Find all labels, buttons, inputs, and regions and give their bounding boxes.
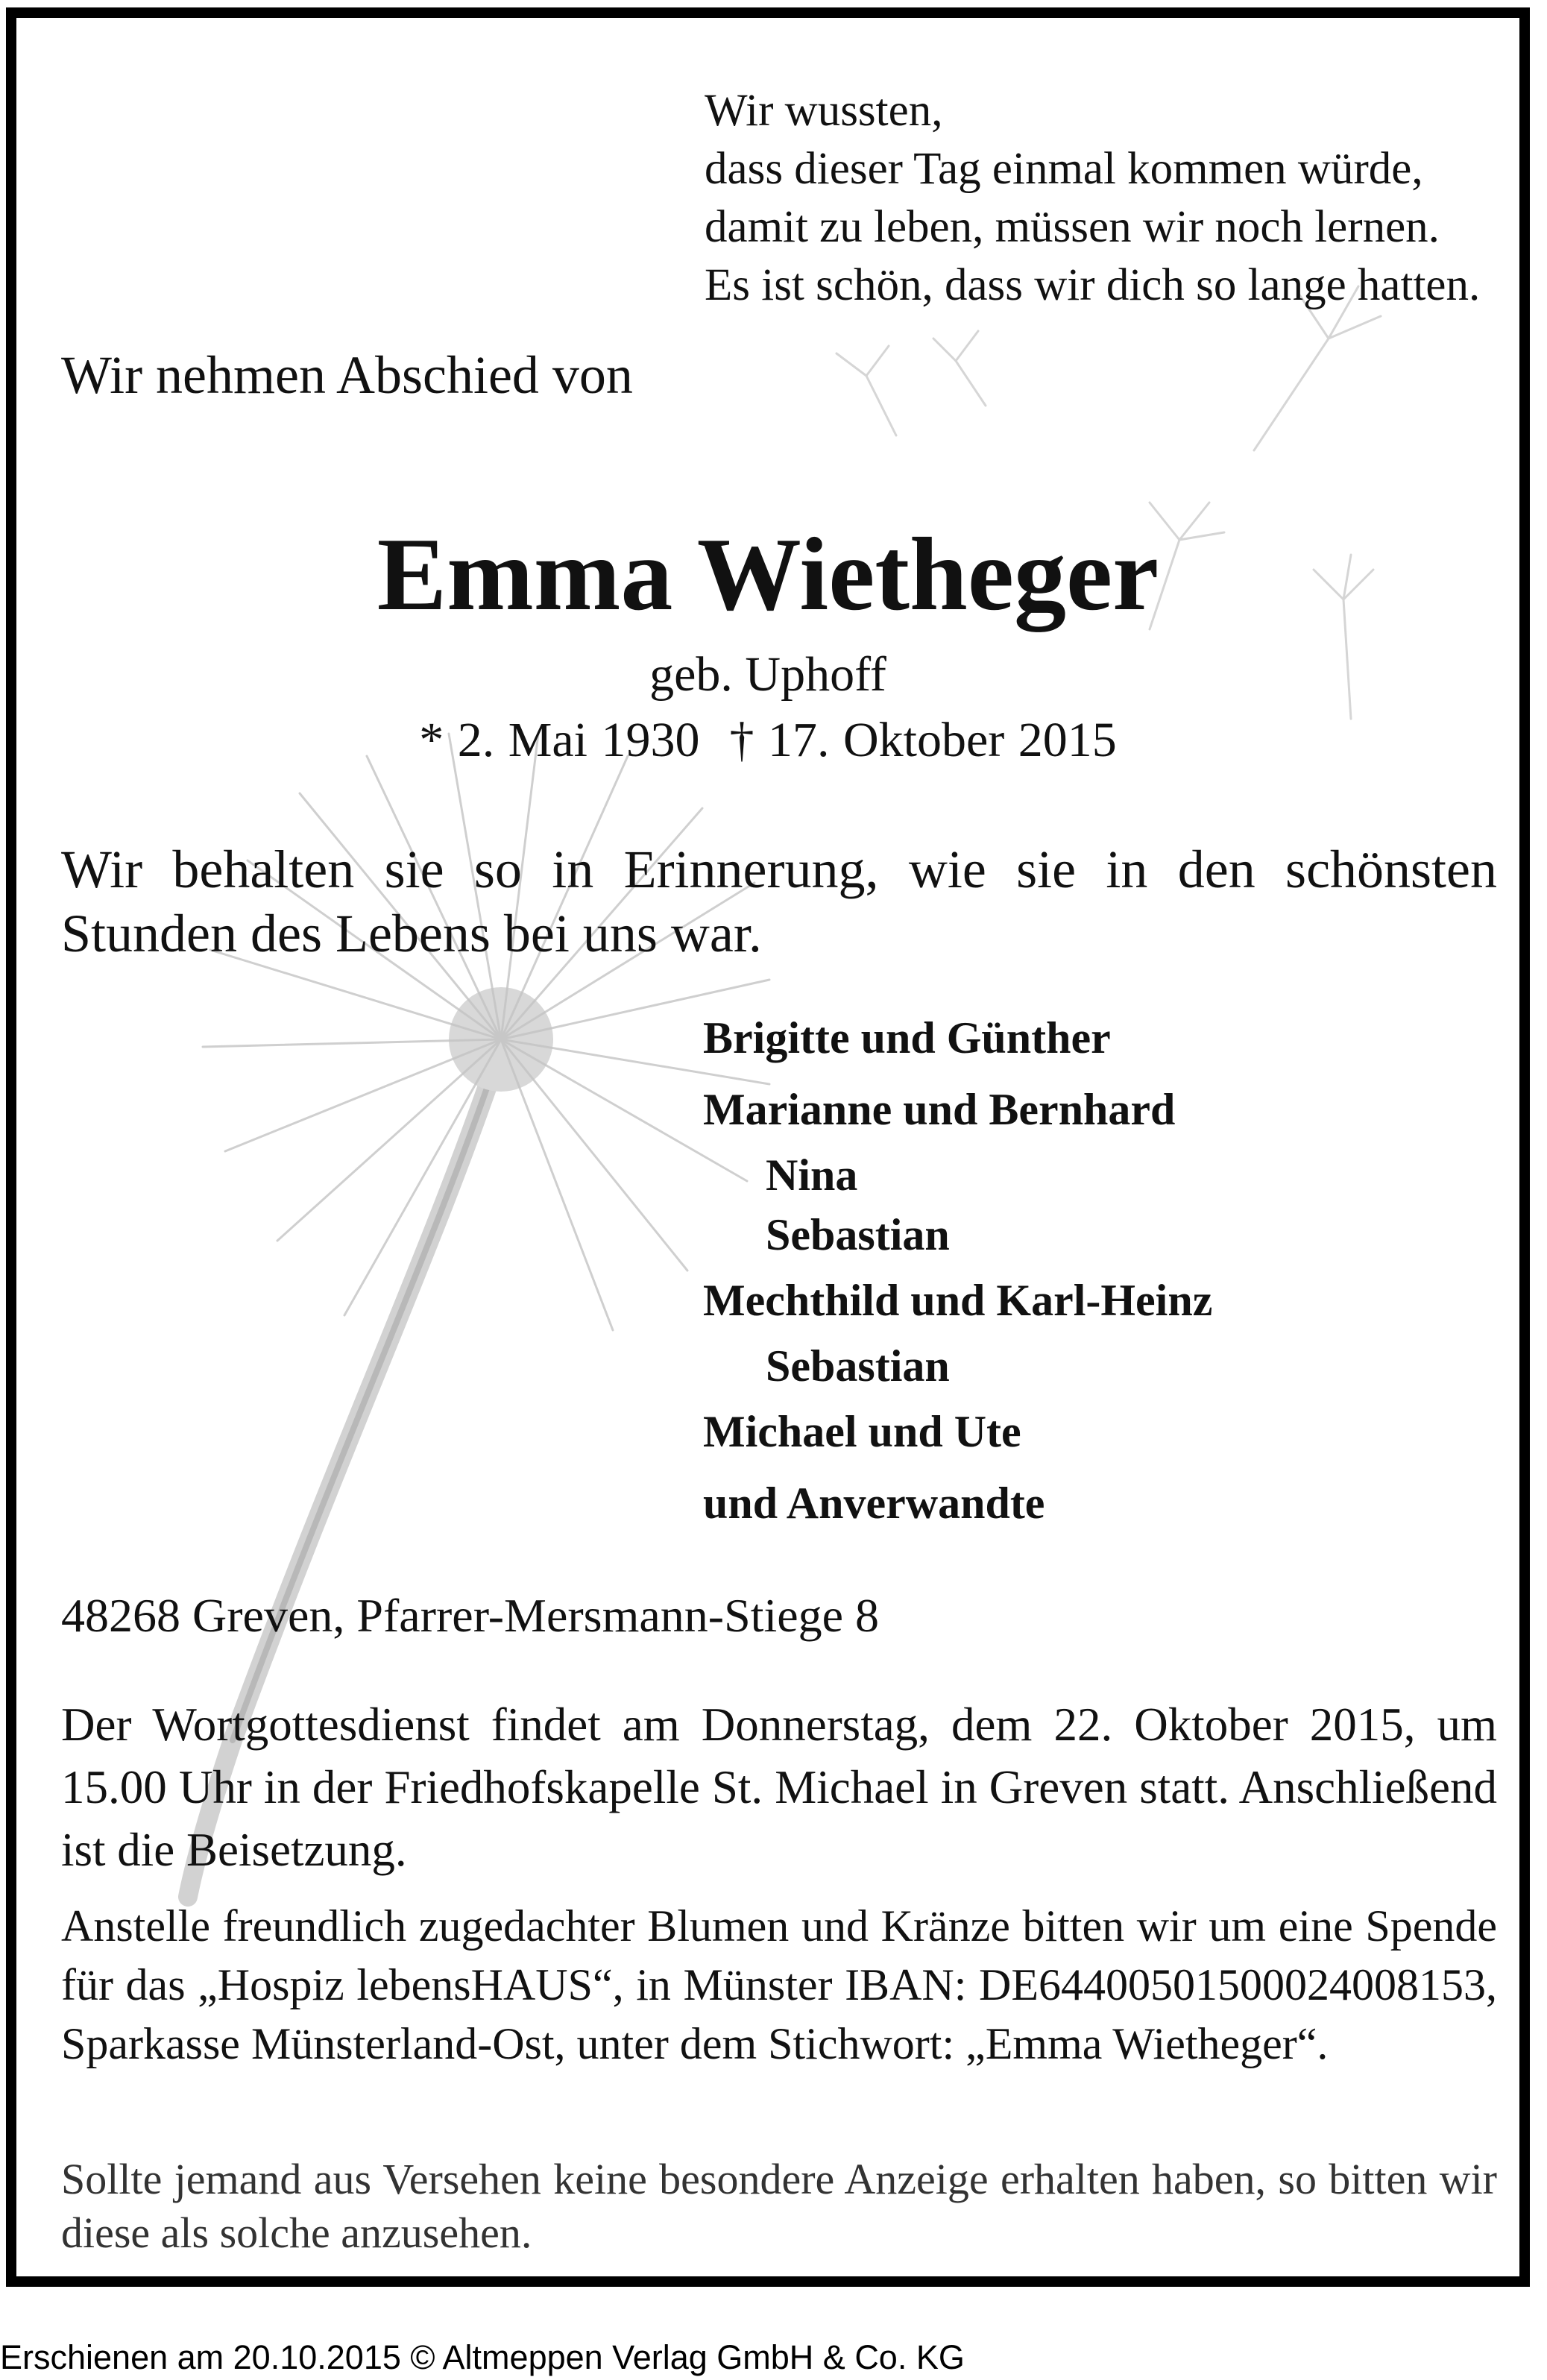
mourner: Sebastian (766, 1341, 950, 1391)
mourner: und Anverwandte (703, 1479, 1045, 1528)
notice-text: Sollte jemand aus Versehen keine besondere Anzeige erhalten haben, so bitten wir diese als solche anzusehen. (61, 2155, 1497, 2257)
address: 48268 Greven, Pfarrer-Mersmann-Stiege 8 (61, 1589, 880, 1642)
mourners-list (703, 1002, 1212, 1539)
poem-line: Es ist schön, dass wir dich so lange hatten. (705, 260, 1481, 310)
donation-info: Anstelle freundlich zugedachter Blumen und Kränze bitten wir um eine Spende für das „Hospiz lebensHAUS“, in Münster IBAN: DE64400501500024008153, Sparkasse Münsterland-Ost, unter dem Stichwort: „Emma Wietheger“. (61, 1901, 1497, 2068)
poem-line: dass dieser Tag einmal kommen würde, (705, 144, 1423, 194)
mourner: Marianne und Bernhard (703, 1085, 1176, 1134)
mourner: Michael und Ute (703, 1407, 1021, 1456)
mourner: Mechthild und Karl-Heinz (703, 1276, 1213, 1325)
birth-date: * 2. Mai 1930 (419, 713, 700, 767)
death-date: † 17. Oktober 2015 (729, 713, 1117, 767)
service-info: Der Wortgottesdienst findet am Donnerstag, dem 22. Oktober 2015, um 15.00 Uhr in der Friedhofskapelle St. Michael in Greven statt. Anschließend ist die Beisetzung. (61, 1699, 1497, 1876)
mourner: Sebastian (766, 1210, 950, 1259)
deceased-name: Emma Wietheger (376, 517, 1159, 632)
intro-text: Wir nehmen Abschied von (61, 345, 633, 405)
poem (705, 82, 1480, 315)
maiden-name: geb. Uphoff (649, 647, 886, 702)
life-dates (16, 712, 1519, 769)
poem-line: damit zu leben, müssen wir noch lernen. (705, 202, 1440, 252)
poem-line: Wir wussten, (705, 86, 943, 136)
obituary-frame (6, 7, 1530, 2287)
publication-footer: Erschienen am 20.10.2015 © Altmeppen Verlag GmbH & Co. KG (0, 2338, 965, 2376)
memory-text: Wir behalten sie so in Erinnerung, wie sie in den schönsten Stunden des Lebens bei uns war. (61, 840, 1497, 963)
mourner: Nina (766, 1150, 858, 1200)
mourner: Brigitte und Günther (703, 1013, 1111, 1062)
